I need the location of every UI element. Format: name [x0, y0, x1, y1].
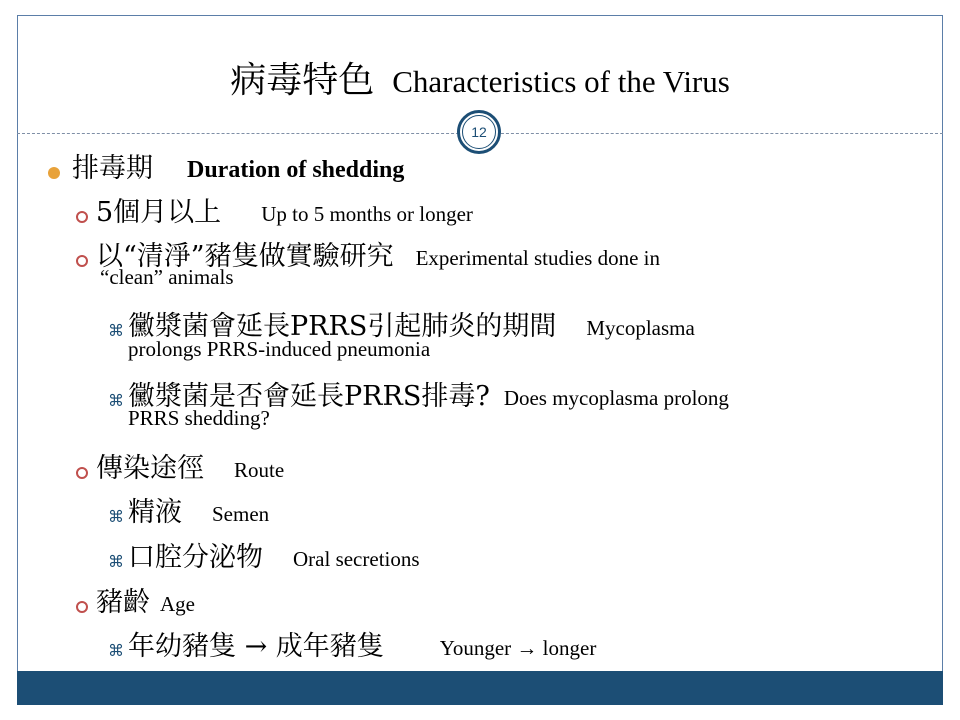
bullet-text-en: Oral secretions: [293, 547, 420, 571]
bullet-text-en: Does mycoplasma prolong: [503, 386, 729, 410]
bullet-continuation: “clean” animals: [100, 265, 234, 289]
page-number: 12: [471, 124, 487, 140]
bullet-text-en: Mycoplasma: [586, 316, 695, 340]
star-bullet-icon: ⌘: [108, 509, 124, 527]
bullet-text-en: Age: [160, 592, 195, 616]
bullet-semen: [108, 490, 269, 529]
bullet-text-en: Up to 5 months or longer: [261, 202, 473, 226]
bullet-text-zh: 5個月以上: [96, 197, 222, 228]
bullet-duration-of-shedding: [48, 146, 404, 185]
bullet-text-zh: 口腔分泌物: [128, 542, 263, 573]
bullet-text-zh: 精液: [128, 497, 182, 528]
bullet-text-zh: 黴漿菌是否會延長PRRS排毒?: [128, 381, 490, 412]
bullet-continuation: prolongs PRRS-induced pneumonia: [128, 337, 431, 361]
bullet-text-zh: 豬齡: [96, 587, 150, 618]
ring-bullet-icon: [76, 255, 88, 267]
title-english: Characteristics of the Virus: [392, 64, 730, 99]
bullet-5-months: [76, 190, 473, 229]
bullet-age: [76, 580, 195, 619]
ring-bullet-icon: [76, 211, 88, 223]
bullet-text-en: Duration of shedding: [187, 157, 405, 183]
bullet-text-en: Route: [234, 458, 285, 482]
ring-bullet-icon: [76, 601, 88, 613]
bullet-continuation: PRRS shedding?: [128, 406, 270, 430]
bullet-text-zh: 以“清淨”豬隻做實驗研究: [96, 241, 394, 272]
bullet-text-en: Younger → longer: [439, 636, 597, 660]
bullet-dot-icon: [48, 167, 60, 179]
bullet-oral-secretions: [108, 535, 420, 574]
bullet-younger-longer: [108, 624, 596, 663]
bullet-text-zh: 傳染途徑: [96, 453, 204, 484]
ring-bullet-icon: [76, 467, 88, 479]
page-number-badge: [457, 110, 501, 154]
title-chinese: 病毒特色: [230, 60, 375, 101]
footer-bar: [17, 671, 943, 705]
bullet-text-en: Experimental studies done in: [415, 246, 660, 270]
star-bullet-icon: ⌘: [108, 393, 124, 411]
star-bullet-icon: ⌘: [108, 323, 124, 341]
bullet-text-zh: 年幼豬隻 → 成年豬隻: [128, 631, 384, 662]
bullet-text-zh: 黴漿菌會延長PRRS引起肺炎的期間: [128, 311, 557, 342]
star-bullet-icon: ⌘: [108, 554, 124, 572]
bullet-text-en: Semen: [212, 502, 270, 526]
bullet-text-zh: 排毒期: [72, 153, 153, 184]
bullet-route: [76, 446, 284, 485]
slide-title: [0, 52, 960, 103]
star-bullet-icon: ⌘: [108, 643, 124, 661]
